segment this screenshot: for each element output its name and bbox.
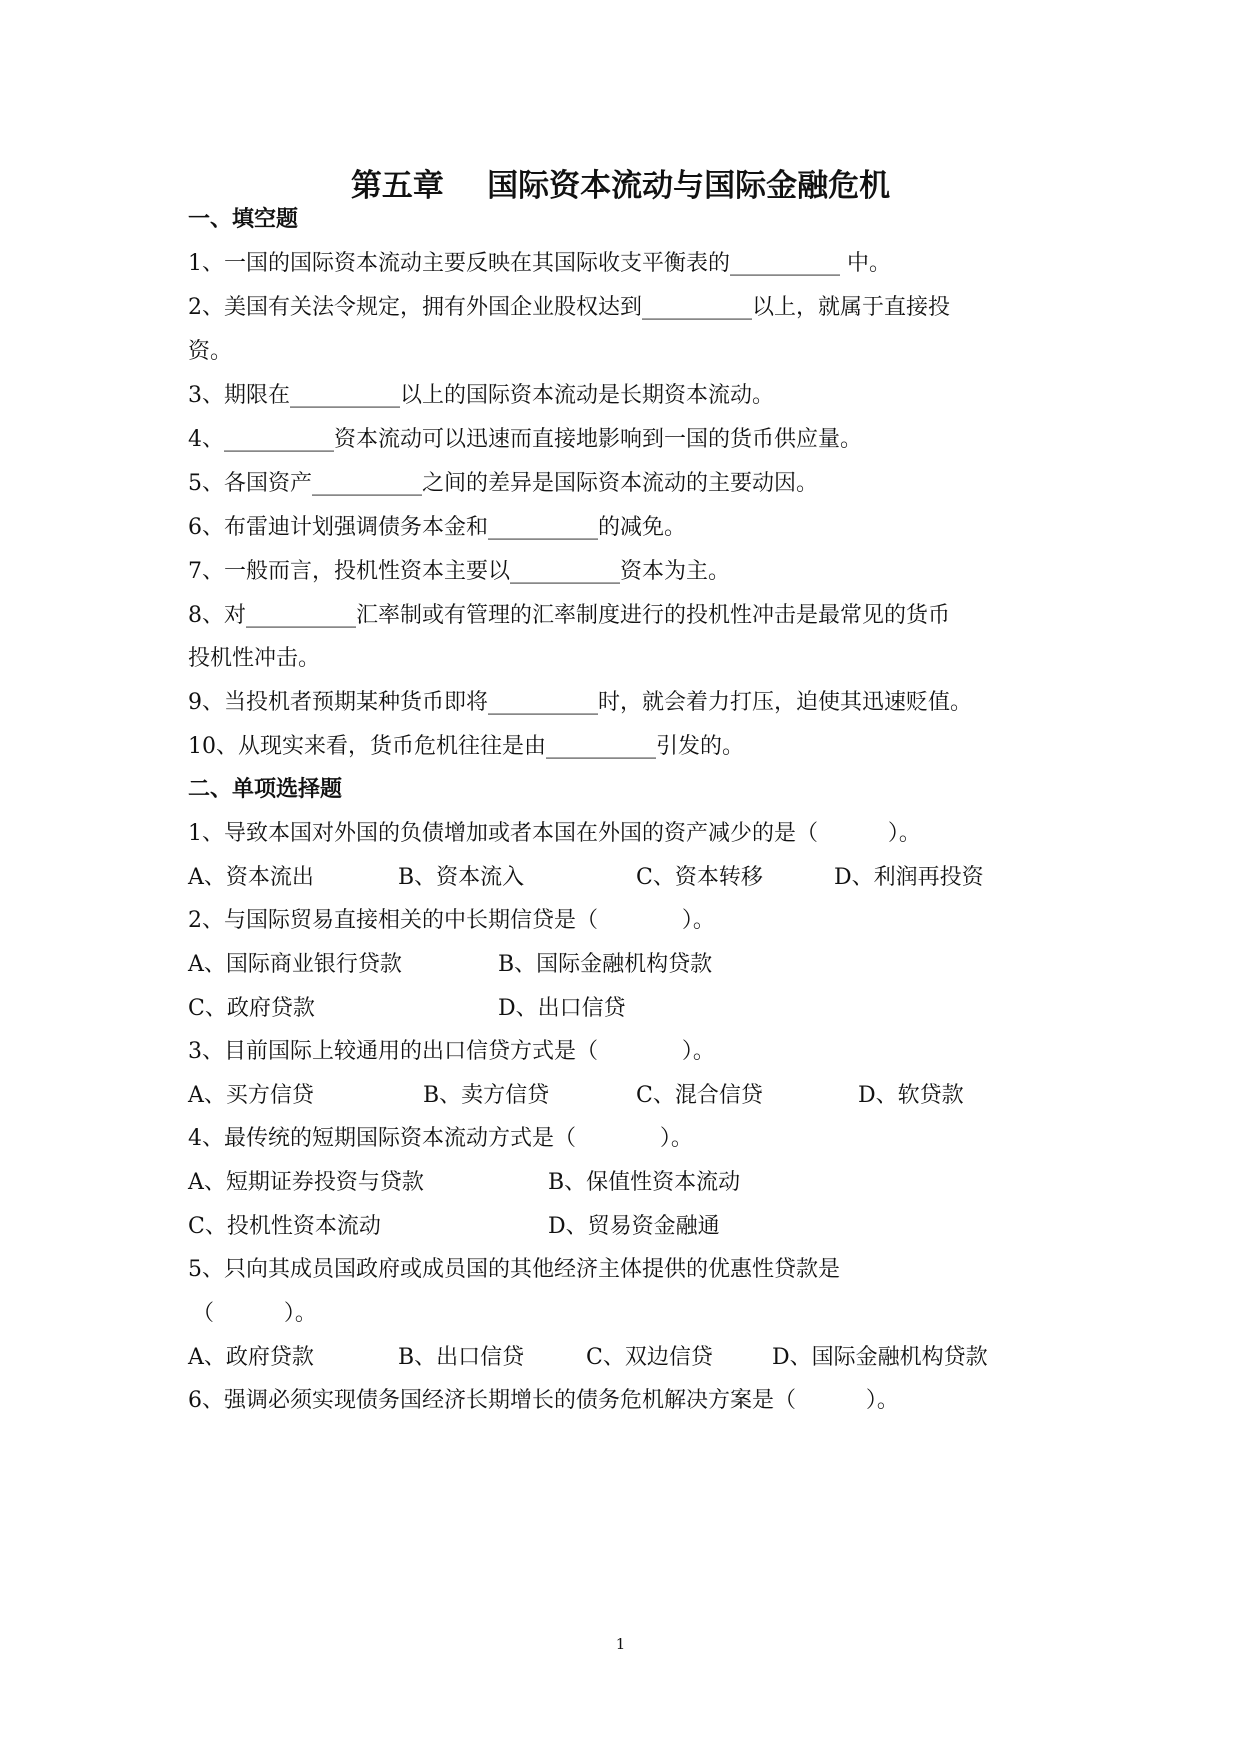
fill-blank-line: 4、__________资本流动可以迅速而直接地影响到一国的货币供应量。 — [188, 427, 862, 452]
fill-blank-line: 资。 — [188, 339, 233, 364]
option-d: D、出口信贷 — [498, 996, 626, 1021]
fill-blank-line: 3、期限在__________以上的国际资本流动是长期资本流动。 — [188, 383, 774, 408]
question-text: 6、强调必须实现债务国经济长期增长的债务危机解决方案是（ ）。 — [188, 1388, 899, 1413]
fill-blank-line: 10、从现实来看，货币危机往往是由__________引发的。 — [188, 734, 744, 759]
option-b: B、保值性资本流动 — [548, 1170, 741, 1195]
option-a: A、短期证券投资与贷款 — [188, 1170, 424, 1195]
option-b: B、卖方信贷 — [423, 1083, 550, 1108]
question-text: 2、与国际贸易直接相关的中长期信贷是（ ）。 — [188, 908, 715, 933]
question-text: 5、只向其成员国政府或成员国的其他经济主体提供的优惠性贷款是 — [188, 1257, 840, 1282]
option-b: B、资本流入 — [398, 865, 525, 890]
option-a: A、买方信贷 — [188, 1083, 314, 1108]
section-heading-single-choice: 二、单项选择题 — [188, 777, 343, 802]
fill-blank-line: 6、布雷迪计划强调债务本金和__________的减免。 — [188, 515, 686, 540]
option-a: A、资本流出 — [188, 865, 314, 890]
fill-blank-line: 8、对__________汇率制或有管理的汇率制度进行的投机性冲击是最常见的货币 — [188, 603, 950, 628]
option-d: D、利润再投资 — [834, 865, 984, 890]
section-heading-fill-blank: 一、填空题 — [188, 207, 299, 232]
question-text: 3、目前国际上较通用的出口信贷方式是（ ）。 — [188, 1039, 715, 1064]
option-c: C、投机性资本流动 — [188, 1214, 381, 1239]
option-c: C、资本转移 — [636, 865, 763, 890]
option-d: D、贸易资金融通 — [548, 1214, 720, 1239]
fill-blank-line: 2、美国有关法令规定，拥有外国企业股权达到__________以上，就属于直接投 — [188, 295, 950, 320]
option-d: D、软贷款 — [858, 1083, 964, 1108]
option-c: C、政府贷款 — [188, 996, 315, 1021]
option-d: D、国际金融机构贷款 — [772, 1345, 988, 1370]
option-b: B、出口信贷 — [398, 1345, 525, 1370]
option-b: B、国际金融机构贷款 — [498, 952, 713, 977]
question-text: 4、最传统的短期国际资本流动方式是（ ）。 — [188, 1126, 693, 1151]
answer-bracket: （ ）。 — [192, 1301, 317, 1326]
option-a: A、政府贷款 — [188, 1345, 314, 1370]
option-a: A、国际商业银行贷款 — [188, 952, 402, 977]
fill-blank-line: 5、各国资产__________之间的差异是国际资本流动的主要动因。 — [188, 471, 818, 496]
option-c: C、混合信贷 — [636, 1083, 763, 1108]
fill-blank-line: 7、一般而言，投机性资本主要以__________资本为主。 — [188, 559, 730, 584]
fill-blank-line: 1、一国的国际资本流动主要反映在其国际收支平衡表的__________ 中。 — [188, 251, 891, 276]
fill-blank-line: 9、当投机者预期某种货币即将__________时，就会着力打压，迫使其迅速贬值。 — [188, 690, 972, 715]
page-number: 1 — [615, 1635, 626, 1653]
chapter-title: 第五章 国际资本流动与国际金融危机 — [350, 168, 891, 204]
question-text: 1、导致本国对外国的负债增加或者本国在外国的资产减少的是（ ）。 — [188, 821, 921, 846]
option-c: C、双边信贷 — [586, 1345, 713, 1370]
fill-blank-line: 投机性冲击。 — [188, 646, 321, 671]
